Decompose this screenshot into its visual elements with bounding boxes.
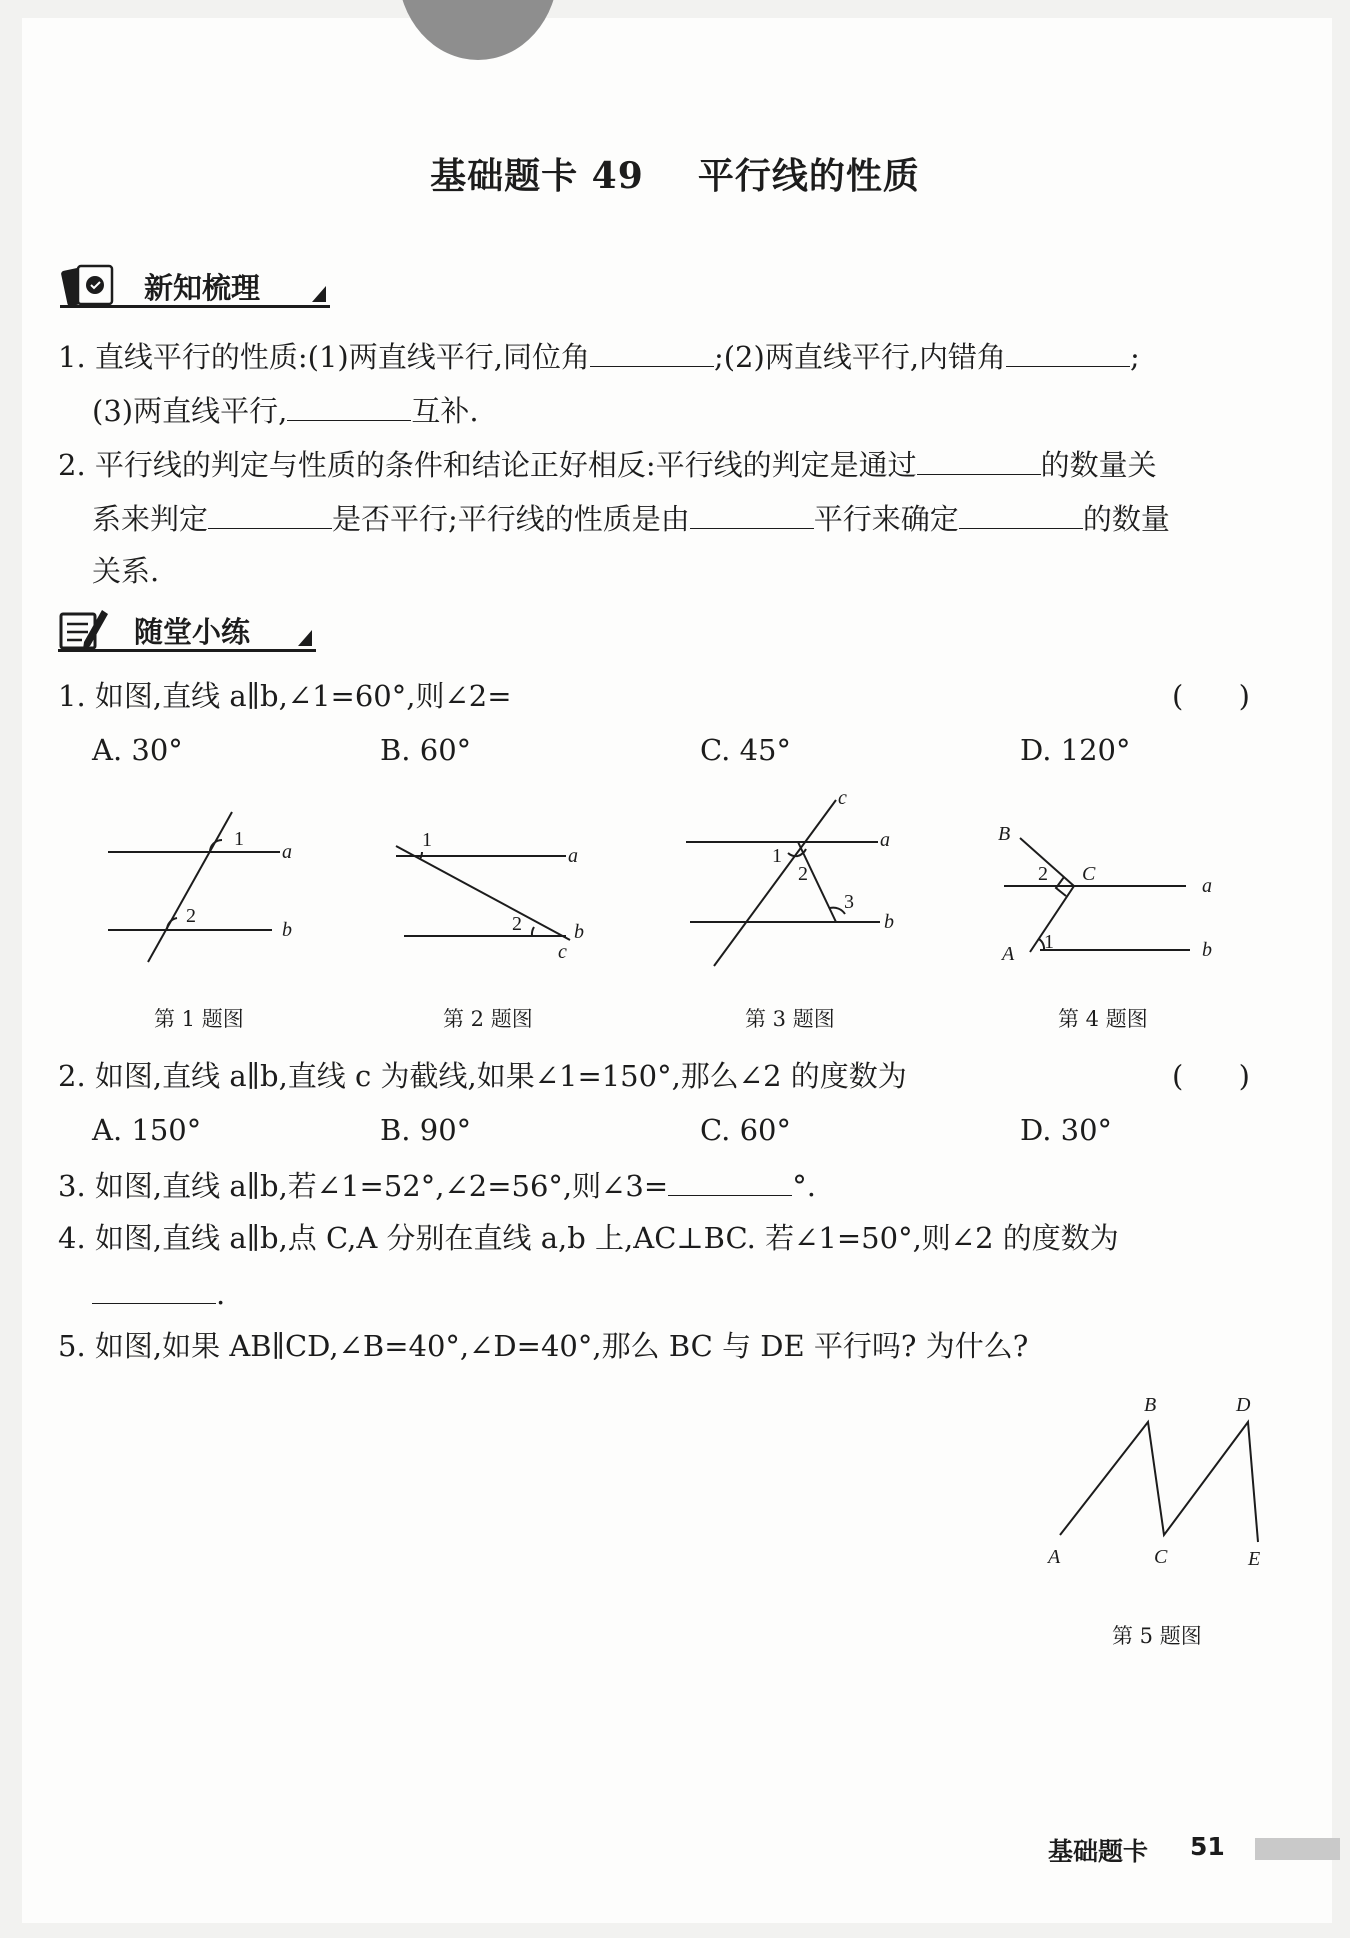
fig5-label-C: C <box>1154 1546 1168 1568</box>
section-title-practice: 随堂小练 <box>134 615 251 649</box>
answer-blank[interactable] <box>959 497 1083 529</box>
answer-blank[interactable] <box>92 1272 216 1304</box>
practice-q1-option-b[interactable]: B. 60° <box>380 733 472 767</box>
fig2-label-b: b <box>574 921 584 943</box>
figure-5-caption: 第 5 题图 <box>1112 1624 1202 1648</box>
figure-3 <box>680 787 900 980</box>
answer-blank[interactable] <box>668 1164 792 1196</box>
practice-q2-answer-paren[interactable]: ( ) <box>1172 1059 1250 1093</box>
figure-2 <box>390 812 590 962</box>
fig4-label-2: 2 <box>1038 863 1048 885</box>
knowledge-q2-line1 <box>58 443 1157 485</box>
fig4-label-C: C <box>1082 863 1096 885</box>
section-title-knowledge: 新知梳理 <box>144 271 261 305</box>
practice-q1-option-d[interactable]: D. 120° <box>1020 733 1131 767</box>
fig4-label-B: B <box>998 823 1011 845</box>
text: 2. 平行线的判定与性质的条件和结论正好相反:平行线的判定是通过 <box>58 448 917 482</box>
fig3-label-3: 3 <box>844 891 854 913</box>
figure-4-caption: 第 4 题图 <box>1058 1007 1148 1031</box>
fig5-label-B: B <box>1144 1394 1157 1416</box>
knowledge-q1-line2 <box>92 389 479 431</box>
footer-label: 基础题卡 <box>1048 1837 1149 1866</box>
text: 平行来确定 <box>813 502 959 536</box>
fig3-label-2: 2 <box>798 863 808 885</box>
notebook-pen-icon <box>58 606 116 652</box>
figure-4 <box>990 810 1210 970</box>
text: ;(2)两直线平行,内错角 <box>713 340 1007 374</box>
practice-q2-option-c[interactable]: C. 60° <box>700 1113 791 1147</box>
fig5-label-E: E <box>1248 1548 1261 1570</box>
fig2-label-a: a <box>568 845 578 867</box>
fig3-label-c: c <box>838 787 847 809</box>
practice-q2-option-a[interactable]: A. 150° <box>92 1113 202 1147</box>
practice-q2-option-d[interactable]: D. 30° <box>1020 1113 1113 1147</box>
practice-q3-stem <box>58 1164 816 1206</box>
figure-1 <box>100 812 300 962</box>
fig2-label-1: 1 <box>422 829 432 851</box>
fig2-label-c: c <box>558 941 567 963</box>
fig1-label-b: b <box>282 919 292 941</box>
knowledge-q2-line3 <box>92 551 159 591</box>
practice-q2-stem: 2. 如图,直线 a∥b,直线 c 为截线,如果∠1=150°,那么∠2 的度数为 <box>58 1059 907 1093</box>
answer-blank[interactable] <box>287 389 411 421</box>
text: °. <box>792 1169 816 1203</box>
figure-5 <box>1040 1385 1261 1585</box>
text: 的数量 <box>1082 502 1170 536</box>
card-icon <box>60 262 120 308</box>
footer-bar <box>1255 1838 1340 1860</box>
figure-1-caption: 第 1 题图 <box>154 1007 244 1031</box>
section-triangle <box>312 286 326 302</box>
fig4-label-a: a <box>1202 875 1212 897</box>
knowledge-q1-line1 <box>58 335 1140 377</box>
practice-q4-answer <box>92 1272 225 1314</box>
text: 系来判定 <box>92 502 209 536</box>
text: 1. 直线平行的性质:(1)两直线平行,同位角 <box>58 340 590 374</box>
fig4-label-1: 1 <box>1044 931 1054 953</box>
fig2-label-2: 2 <box>512 913 522 935</box>
section-underline <box>60 305 330 308</box>
text: 关系. <box>92 554 160 588</box>
section-header-knowledge <box>60 262 330 308</box>
practice-q5-stem: 5. 如图,如果 AB∥CD,∠B=40°,∠D=40°,那么 BC 与 DE 平行吗? 为什么? <box>58 1329 1029 1363</box>
practice-q1-answer-paren[interactable]: ( ) <box>1172 679 1250 713</box>
section-underline <box>58 649 316 652</box>
text: 的数量关 <box>1040 448 1157 482</box>
section-triangle <box>298 630 312 646</box>
answer-blank[interactable] <box>1006 335 1130 367</box>
answer-blank[interactable] <box>590 335 714 367</box>
fig3-label-1: 1 <box>772 845 782 867</box>
answer-blank[interactable] <box>690 497 814 529</box>
fig1-label-a: a <box>282 841 292 863</box>
text: 3. 如图,直线 a∥b,若∠1=52°,∠2=56°,则∠3= <box>58 1169 669 1203</box>
text: . <box>216 1277 226 1311</box>
text: 互补. <box>411 394 479 428</box>
fig5-label-A: A <box>1048 1546 1061 1568</box>
fig4-label-A: A <box>1002 943 1015 965</box>
text: 是否平行;平行线的性质是由 <box>332 502 690 536</box>
practice-q1-stem: 1. 如图,直线 a∥b,∠1=60°,则∠2= <box>58 679 512 713</box>
practice-q2-option-b[interactable]: B. 90° <box>380 1113 472 1147</box>
practice-q1-option-c[interactable]: C. 45° <box>700 733 791 767</box>
practice-q4-stem: 4. 如图,直线 a∥b,点 C,A 分别在直线 a,b 上,AC⊥BC. 若∠1=50°,则∠2 的度数为 <box>58 1221 1119 1255</box>
section-header-practice <box>58 606 316 652</box>
fig1-label-1: 1 <box>234 828 244 850</box>
figure-3-caption: 第 3 题图 <box>745 1007 835 1031</box>
knowledge-q2-line2 <box>92 497 1170 539</box>
fig1-label-2: 2 <box>186 905 196 927</box>
fig5-label-D: D <box>1236 1394 1251 1416</box>
fig3-label-a: a <box>880 829 890 851</box>
fig4-label-b: b <box>1202 939 1212 961</box>
text: (3)两直线平行, <box>92 394 288 428</box>
page-number: 51 <box>1190 1832 1225 1861</box>
page-title: 基础题卡 49 平行线的性质 <box>430 155 920 197</box>
answer-blank[interactable] <box>208 497 332 529</box>
answer-blank[interactable] <box>917 443 1041 475</box>
practice-q1-option-a[interactable]: A. 30° <box>92 733 183 767</box>
figure-2-caption: 第 2 题图 <box>443 1007 533 1031</box>
text: ; <box>1130 340 1140 374</box>
fig3-label-b: b <box>884 911 894 933</box>
